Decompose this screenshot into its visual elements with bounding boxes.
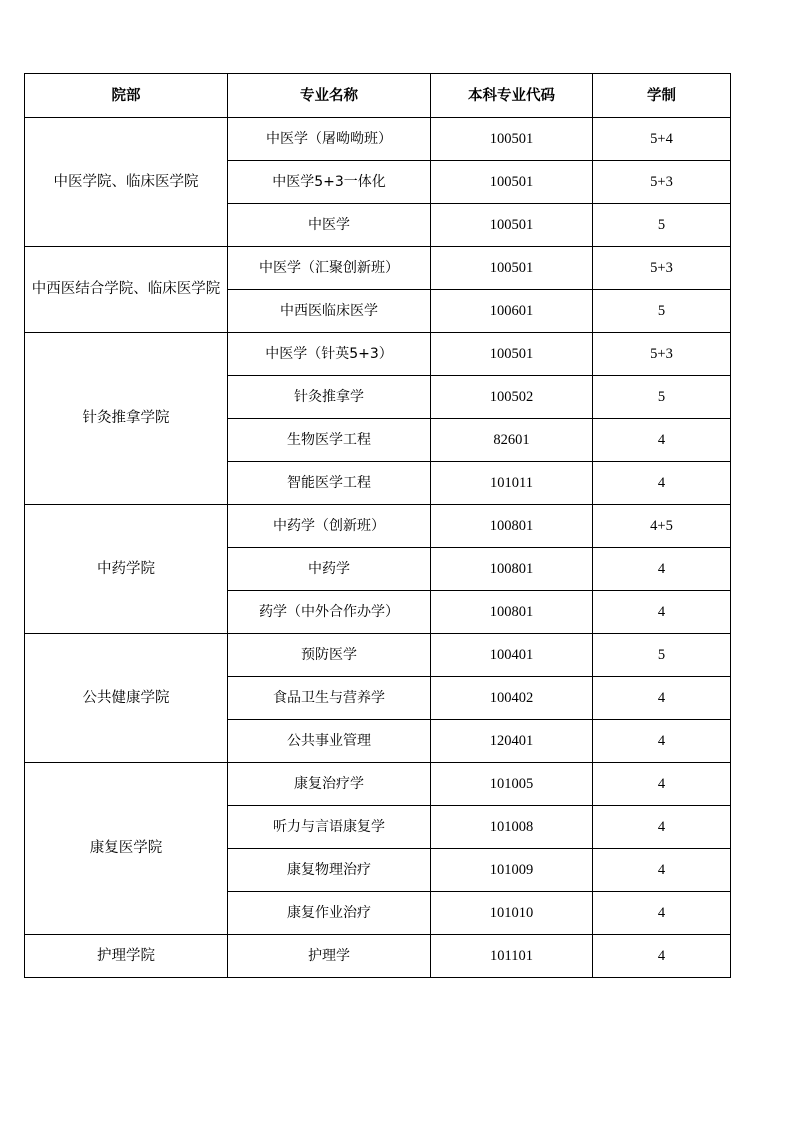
department-cell: 中医学院、临床医学院 — [25, 118, 228, 247]
major-code-cell: 100801 — [431, 505, 593, 548]
major-name-cell: 中医学（屠呦呦班） — [228, 118, 431, 161]
department-cell: 公共健康学院 — [25, 634, 228, 763]
major-code-cell: 100501 — [431, 204, 593, 247]
duration-cell: 4 — [593, 763, 731, 806]
header-department: 院部 — [25, 74, 228, 118]
department-cell: 针灸推拿学院 — [25, 333, 228, 505]
table-row — [25, 505, 731, 548]
major-code-cell: 100801 — [431, 548, 593, 591]
major-code-cell: 100402 — [431, 677, 593, 720]
major-code-cell: 100601 — [431, 290, 593, 333]
table-row — [25, 634, 731, 677]
header-major-code: 本科专业代码 — [431, 74, 593, 118]
department-cell: 护理学院 — [25, 935, 228, 978]
header-major-name: 专业名称 — [228, 74, 431, 118]
major-code-cell: 101005 — [431, 763, 593, 806]
duration-cell: 4+5 — [593, 505, 731, 548]
major-code-cell: 100401 — [431, 634, 593, 677]
major-name-cell: 智能医学工程 — [228, 462, 431, 505]
department-cell: 中西医结合学院、临床医学院 — [25, 247, 228, 333]
major-code-cell: 100801 — [431, 591, 593, 634]
duration-cell: 4 — [593, 720, 731, 763]
major-code-cell: 100501 — [431, 247, 593, 290]
header-duration: 学制 — [593, 74, 731, 118]
table-body — [25, 118, 731, 978]
major-name-cell: 康复治疗学 — [228, 763, 431, 806]
duration-cell: 4 — [593, 462, 731, 505]
major-code-cell: 101008 — [431, 806, 593, 849]
major-name-cell: 公共事业管理 — [228, 720, 431, 763]
table-row — [25, 247, 731, 290]
header-row — [25, 74, 731, 118]
major-name-cell: 听力与言语康复学 — [228, 806, 431, 849]
duration-cell: 4 — [593, 677, 731, 720]
major-name-cell: 中医学 — [228, 204, 431, 247]
major-name-cell: 康复作业治疗 — [228, 892, 431, 935]
major-name-cell: 中医学（针英5+3） — [228, 333, 431, 376]
major-code-cell: 101011 — [431, 462, 593, 505]
duration-cell: 5 — [593, 634, 731, 677]
table-header — [25, 74, 731, 118]
major-name-cell: 预防医学 — [228, 634, 431, 677]
table-row — [25, 118, 731, 161]
major-name-cell: 康复物理治疗 — [228, 849, 431, 892]
major-code-cell: 101010 — [431, 892, 593, 935]
major-name-cell: 中医学（汇聚创新班） — [228, 247, 431, 290]
major-name-cell: 生物医学工程 — [228, 419, 431, 462]
major-code-cell: 101009 — [431, 849, 593, 892]
duration-cell: 5+4 — [593, 118, 731, 161]
major-code-cell: 120401 — [431, 720, 593, 763]
major-code-cell: 100502 — [431, 376, 593, 419]
major-code-cell: 101101 — [431, 935, 593, 978]
major-code-cell: 100501 — [431, 118, 593, 161]
major-name-cell: 中药学 — [228, 548, 431, 591]
major-name-cell: 护理学 — [228, 935, 431, 978]
table-row — [25, 935, 731, 978]
majors-table — [24, 73, 731, 978]
duration-cell: 4 — [593, 892, 731, 935]
duration-cell: 5 — [593, 376, 731, 419]
major-name-cell: 针灸推拿学 — [228, 376, 431, 419]
duration-cell: 5+3 — [593, 247, 731, 290]
duration-cell: 5 — [593, 290, 731, 333]
major-code-cell: 82601 — [431, 419, 593, 462]
major-name-cell: 食品卫生与营养学 — [228, 677, 431, 720]
duration-cell: 4 — [593, 419, 731, 462]
department-cell: 中药学院 — [25, 505, 228, 634]
table-row — [25, 763, 731, 806]
department-cell: 康复医学院 — [25, 763, 228, 935]
major-code-cell: 100501 — [431, 161, 593, 204]
duration-cell: 5+3 — [593, 161, 731, 204]
major-name-cell: 药学（中外合作办学） — [228, 591, 431, 634]
table-row — [25, 333, 731, 376]
duration-cell: 5+3 — [593, 333, 731, 376]
duration-cell: 4 — [593, 806, 731, 849]
duration-cell: 4 — [593, 591, 731, 634]
duration-cell: 4 — [593, 935, 731, 978]
major-name-cell: 中药学（创新班） — [228, 505, 431, 548]
duration-cell: 5 — [593, 204, 731, 247]
duration-cell: 4 — [593, 548, 731, 591]
major-code-cell: 100501 — [431, 333, 593, 376]
duration-cell: 4 — [593, 849, 731, 892]
major-name-cell: 中西医临床医学 — [228, 290, 431, 333]
major-name-cell: 中医学5+3一体化 — [228, 161, 431, 204]
majors-table-sheet — [24, 73, 731, 978]
